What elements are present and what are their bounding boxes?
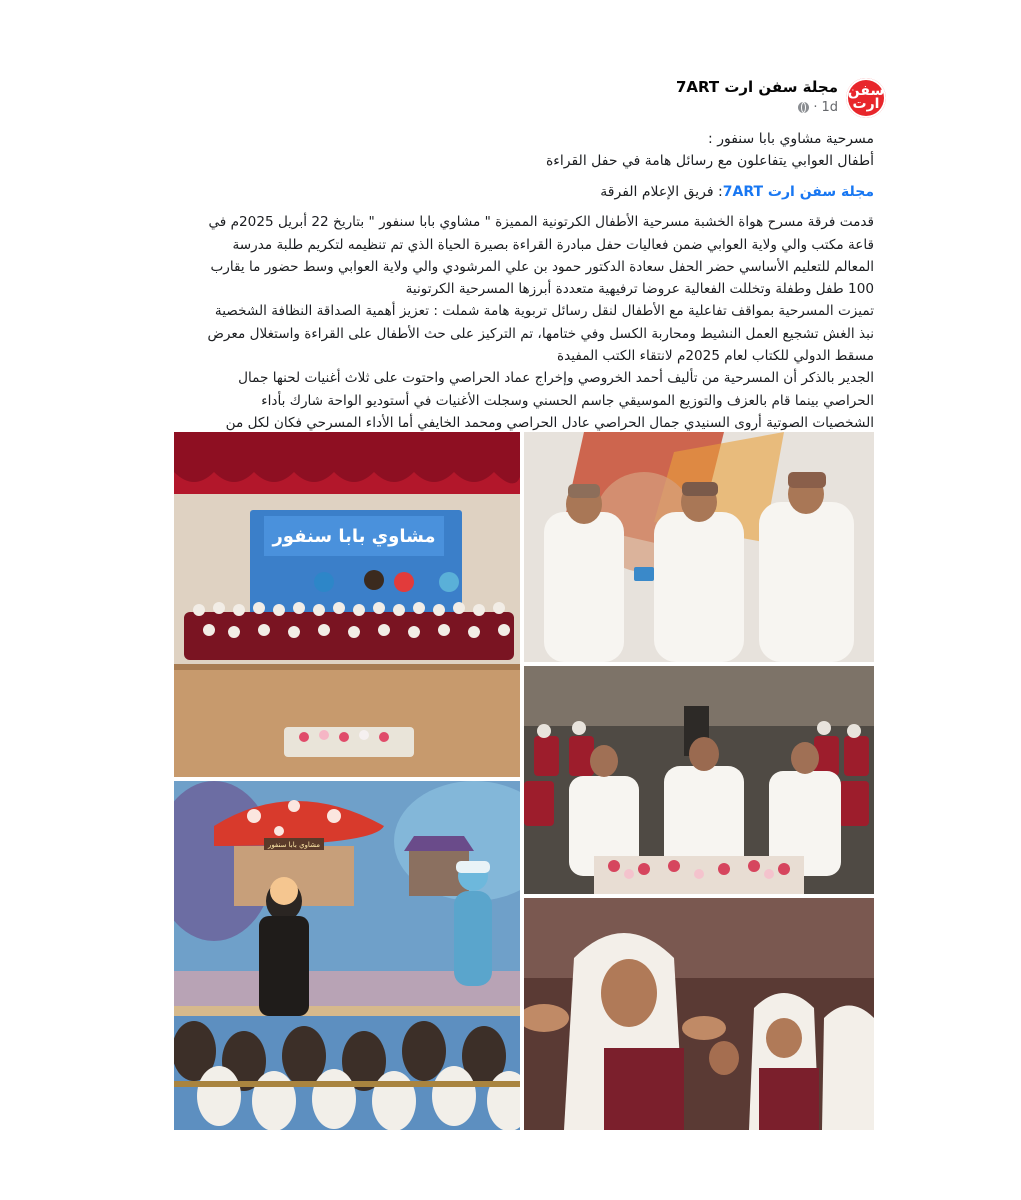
clapping-children-image (524, 898, 874, 1130)
paragraph-line: نبذ الغش تشجيع العمل النشيط ومحاربة الكسل وفي ختامها، تم التركيز على حث الأطفال على القراءة واستغلال معرض (207, 325, 874, 342)
post-title-line-1: مسرحية مشاوي بابا سنفور : (708, 131, 874, 147)
photo-mushroom-show[interactable] (174, 781, 520, 1130)
paragraph-line: الجدير بالذكر أن المسرحية من تأليف أحمد الخروصي وإخراج عماد الحراصي واحتوت على ثلاث أغنيات لحنها جمال (238, 370, 874, 387)
photo-officials[interactable] (524, 666, 874, 894)
photo-gallery (174, 432, 874, 1130)
paragraph-line: الشخصيات الصوتية أروى السنيدي جمال الحراصي عادل الحراصي ومحمد الخايفي أما الأداء المسرحي فكان لكل من (225, 414, 874, 431)
officials-image (524, 666, 874, 894)
mushroom-sign-text: مشاوي بابا سنفور (267, 841, 321, 849)
page-avatar[interactable] (846, 78, 886, 118)
globe-icon (798, 102, 809, 113)
post-title-line-2: أطفال العوابي يتفاعلون مع رسائل هامة في حفل القراءة (545, 153, 874, 170)
paragraph-line: قاعة مكتب والي ولاية العوابي ضمن فعاليات حفل مبادرة القراءة بصيرة الحياة الذي تم تنظيمه لتكريم طلبة مدرسة (232, 236, 874, 253)
paragraph-line: قدمت فرقة مسرح هواة الخشبة مسرحية الأطفال الكرتونية المميزة " مشاوي بابا سنفور " بتاريخ 22 أبريل 2025م في (208, 214, 874, 231)
paragraph-line: تميزت المسرحية بمواقف تفاعلية مع الأطفال لنقل رسائل تربوية هامة شملت : تعزيز أهمية الصداقة النظافة الشخصية (214, 303, 874, 320)
post-time[interactable]: 1d (821, 100, 838, 115)
post-credit (174, 181, 874, 203)
post-body (174, 128, 874, 456)
paragraph-line: 100 طفل وطفلة وتخللت الفعالية عروضا ترفيهية متعددة أبرزها المسرحية الكرتونية (405, 281, 874, 298)
page-name-link[interactable]: مجلة سفن ارت 7ART (675, 78, 838, 96)
photo-stage-group[interactable] (174, 432, 520, 777)
credit-page-link[interactable]: مجلة سفن ارت 7ART (722, 183, 874, 200)
photo-award[interactable] (524, 432, 874, 662)
award-image (524, 432, 874, 662)
photo-clapping-children[interactable] (524, 898, 874, 1130)
credit-team: : فريق الإعلام الفرقة (600, 183, 723, 200)
paragraph-line: مسقط الدولي للكتاب لعام 2025م لانتقاء الكتب المفيدة (557, 348, 874, 364)
stage-banner-text: مشاوي بابا سنفور (272, 526, 436, 547)
mushroom-show-image (174, 781, 520, 1130)
post-paragraph (174, 211, 874, 456)
post-header (174, 74, 885, 124)
post-meta: 1d · (798, 100, 838, 115)
avatar-logo-text: سفن ارت (847, 83, 885, 112)
stage-group-image (174, 432, 520, 777)
paragraph-line: المعالم للتعليم الأساسي حضر الحفل سعادة الدكتور حمود بن علي المرشودي والي ولاية العوابي وسط حضور ما يقارب (210, 258, 874, 275)
paragraph-line: الحراصي بينما قام بالعزف والتوزيع الموسيقي جاسم الحسني وسجلت الأغنيات في أستوديو الواحة شارك بأداء (261, 392, 874, 409)
